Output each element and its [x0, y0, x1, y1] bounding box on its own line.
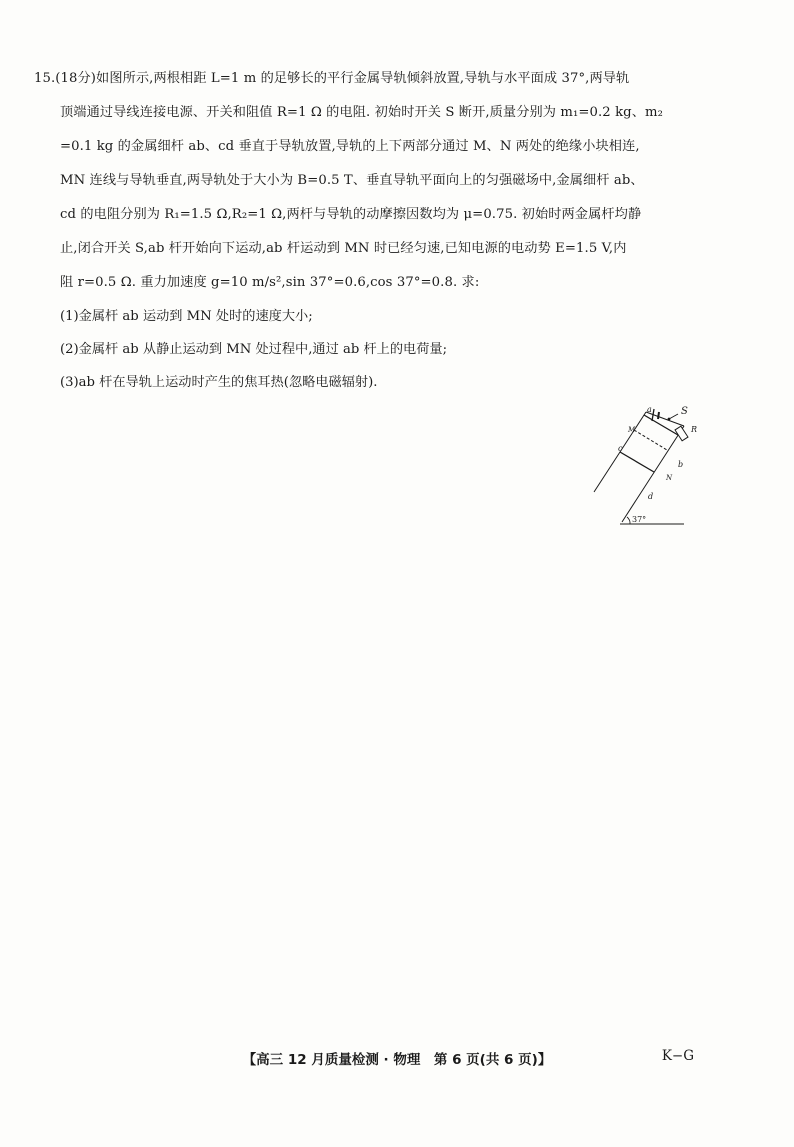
question-line-4: MN 连线与导轨垂直,两导轨处于大小为 B=0.5 T、垂直导轨平面向上的匀强磁场中,金属细杆 ab、 [60, 173, 644, 188]
upper-rail [622, 426, 684, 522]
label-c: c [618, 444, 623, 453]
question-part-3: (3)ab 杆在导轨上运动时产生的焦耳热(忽略电磁辐射). [60, 375, 378, 390]
label-S: S [681, 406, 688, 417]
footer-title: 【高三 12 月质量检测 · 物理 第 6 页(共 6 页)】 [242, 1052, 552, 1068]
question-line-3: =0.1 kg 的金属细杆 ab、cd 垂直于导轨放置,导轨的上下两部分通过 M、N 两处的绝缘小块相连, [60, 139, 640, 154]
switch-blade [669, 414, 678, 419]
question-part-2: (2)金属杆 ab 从静止运动到 MN 处过程中,通过 ab 杆上的电荷量; [60, 342, 448, 357]
resistor-R [675, 426, 688, 441]
label-b: b [678, 460, 684, 469]
footer-code: K−G [661, 1048, 694, 1064]
label-a: a [647, 405, 652, 414]
dashed-line-MN [634, 430, 667, 450]
rod-cd [620, 452, 654, 472]
question-line-1: 15.(18分)如图所示,两根相距 L=1 m 的足够长的平行金属导轨倾斜放置,导轨与水平面成 37°,两导轨 [34, 71, 630, 86]
battery-short-plate [658, 412, 659, 419]
label-N: N [666, 474, 673, 482]
question-line-6: 止,闭合开关 S,ab 杆开始向下运动,ab 杆运动到 MN 时已经匀速,已知电源的电动势 E=1.5 V,内 [60, 241, 627, 256]
question-line-5: cd 的电阻分别为 R₁=1.5 Ω,R₂=1 Ω,两杆与导轨的动摩擦因数均为 μ=0.75. 初始时两金属杆均静 [60, 207, 642, 222]
label-d: d [648, 492, 654, 501]
question-part-1: (1)金属杆 ab 运动到 MN 处时的速度大小; [60, 309, 313, 324]
page-footer [0, 1048, 794, 1068]
label-R: R [691, 425, 698, 434]
incline-rails-diagram [590, 400, 700, 532]
label-angle: 37° [632, 515, 647, 524]
question-line-7: 阻 r=0.5 Ω. 重力加速度 g=10 m/s²,sin 37°=0.6,cos 37°=0.8. 求: [60, 275, 480, 290]
question-line-2: 顶端通过导线连接电源、开关和阻值 R=1 Ω 的电阻. 初始时开关 S 断开,质量分别为 m₁=0.2 kg、m₂ [60, 105, 663, 120]
angle-arc [627, 517, 630, 524]
question-15 [34, 62, 754, 399]
label-M: M [628, 426, 636, 434]
